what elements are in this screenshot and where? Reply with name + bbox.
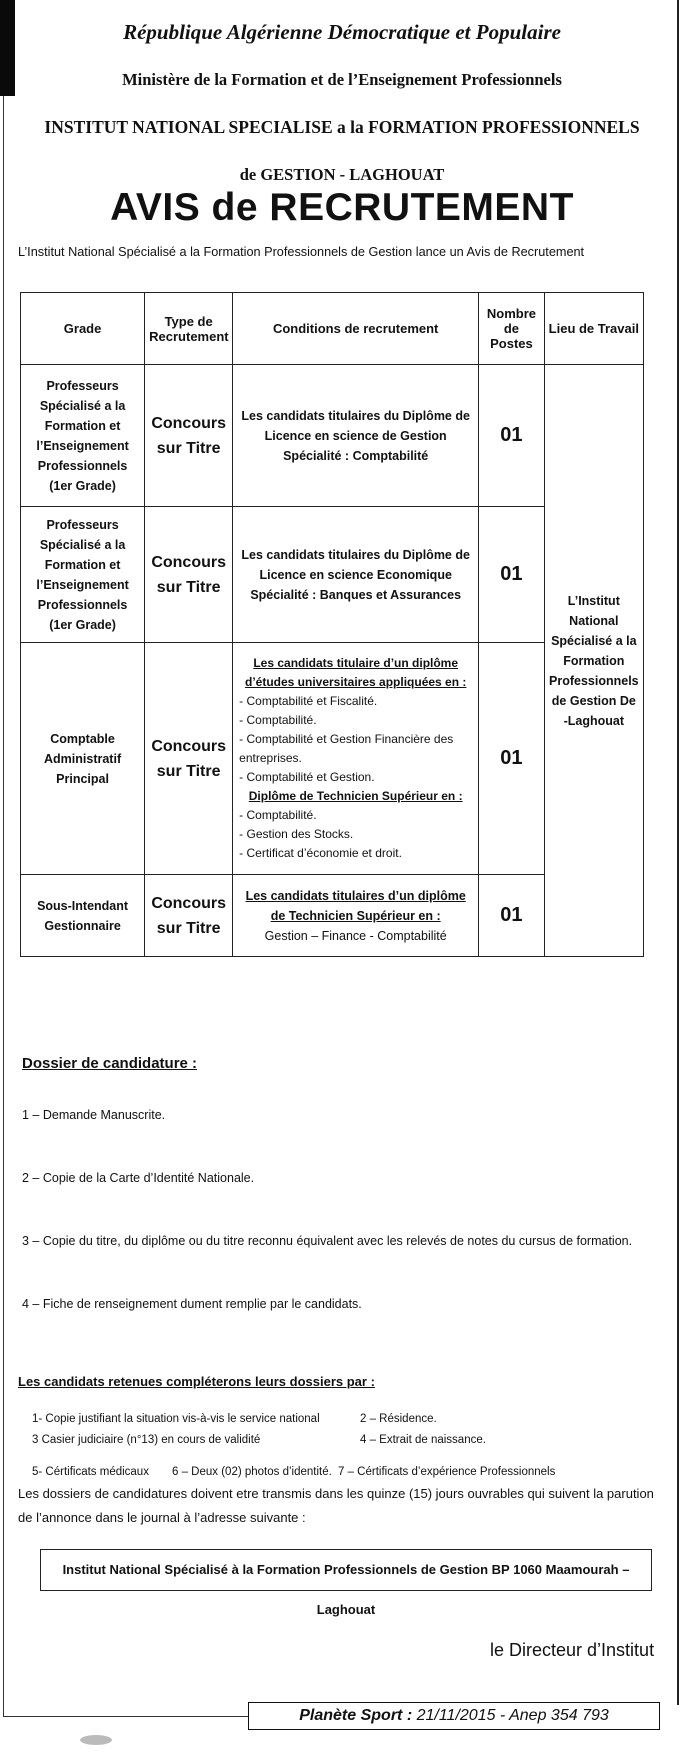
lieu-cell: L’Institut National Spécialisé a la Formation Professionnels de Gestion De -Laghouat — [544, 365, 643, 957]
list-item: 7 – Cértificats d’expérience Professionnels — [338, 1466, 556, 1478]
grade-cell: Professeurs Spécialisé a la Formation et l’Enseignement Professionnels (1er Grade) — [21, 365, 145, 507]
page-title: AVIS de RECRUTEMENT — [110, 186, 574, 229]
intro-text: L’Institut National Spécialisé a la Formation Professionnels de Gestion lance un Avis de Recrutement — [18, 245, 585, 259]
header-nombre: Nombre de Postes — [479, 293, 544, 365]
type-cell: Concours sur Titre — [145, 875, 233, 957]
nombre-cell: 01 — [479, 365, 544, 507]
conditions-title: Les candidats titulaires d’un diplôme de Technicien Supérieur en : — [245, 888, 466, 923]
print-smudge — [80, 1735, 112, 1745]
footer-date: 21/11/2015 - Anep 354 793 — [416, 1707, 609, 1724]
header-grade: Grade — [21, 293, 145, 365]
address-box: Institut National Spécialisé à la Formation Professionnels de Gestion BP 1060 Maamourah – Laghouat — [40, 1549, 652, 1591]
conditions-title: Les candidats titulaire d’un diplôme d’études universitaires appliquées en : — [244, 656, 467, 689]
list-item: - Gestion des Stocks. — [239, 827, 354, 841]
list-item: 2 – Résidence. — [360, 1413, 437, 1425]
list-item: - Comptabilité et Gestion Financière des entreprises. — [239, 732, 454, 765]
ministry-heading: Ministère de la Formation et de l’Enseignement Professionnels — [122, 70, 562, 89]
list-item: 6 – Deux (02) photos d’identité. — [172, 1466, 332, 1478]
nombre-cell: 01 — [479, 643, 544, 875]
type-cell: Concours sur Titre — [145, 507, 233, 643]
footer-brand: Planète Sport : — [299, 1707, 413, 1724]
conditions-cell — [233, 875, 479, 957]
conditions-cell: Les candidats titulaires du Diplôme de Licence en science Economique Spécialité : Banques et Assurances — [233, 507, 479, 643]
conditions-cell: Les candidats titulaires du Diplôme de Licence en science de Gestion Spécialité : Comptabilité — [233, 365, 479, 507]
list-item: 3 – Copie du titre, du diplôme ou du titre reconnu équivalent avec les relevés de notes du cursus de formation. — [22, 1234, 633, 1248]
footer-credit — [248, 1702, 660, 1730]
header-lieu: Lieu de Travail — [544, 293, 643, 365]
list-item: - Certificat d’économie et droit. — [239, 846, 402, 860]
transmit-text: Les dossiers de candidatures doivent etre transmis dans les quinze (15) jours ouvrables qui suivent la parution de l’annonce dans le journal à l’adresse suivante : — [18, 1486, 654, 1525]
list-item: - Comptabilité. — [239, 808, 317, 822]
list-item: 4 – Fiche de renseignement dument remplie par le candidats. — [22, 1297, 362, 1311]
signature: le Directeur d’Institut — [490, 1640, 655, 1660]
header-type: Type de Recrutement — [145, 293, 233, 365]
conditions-text: Gestion – Finance - Comptabilité — [264, 928, 447, 943]
table-row — [21, 365, 644, 507]
conditions-cell — [233, 643, 479, 875]
list-item: 5- Cértificats médicaux — [32, 1466, 149, 1478]
grade-cell: Comptable Administratif Principal — [21, 643, 145, 875]
list-item: - Comptabilité et Gestion. — [239, 770, 375, 784]
list-item: 1- Copie justifiant la situation vis-à-vis le service national — [32, 1413, 320, 1425]
recruitment-table — [20, 292, 644, 957]
nombre-cell: 01 — [479, 507, 544, 643]
institut-heading: INSTITUT NATIONAL SPECIALISE a la FORMATION PROFESSIONNELS — [44, 117, 640, 137]
type-cell: Concours sur Titre — [145, 365, 233, 507]
grade-cell: Sous-Intendant Gestionnaire — [21, 875, 145, 957]
list-item: 4 – Extrait de naissance. — [360, 1434, 486, 1446]
list-item: - Comptabilité. — [239, 713, 317, 727]
gestion-heading: de GESTION - LAGHOUAT — [239, 165, 445, 184]
dossier-title: Dossier de candidature : — [22, 1055, 198, 1072]
list-item: 1 – Demande Manuscrite. — [22, 1108, 166, 1122]
list-item: - Comptabilité et Fiscalité. — [239, 694, 378, 708]
conditions-title: Diplôme de Technicien Supérieur en : — [248, 789, 463, 803]
list-item: 3 Casier judiciaire (n°13) en cours de validité — [32, 1434, 261, 1446]
list-item: 2 – Copie de la Carte d’Identité Nationale. — [22, 1171, 255, 1185]
frame-line-bottom — [3, 1716, 248, 1717]
grade-cell: Professeurs Spécialisé a la Formation et l’Enseignement Professionnels (1er Grade) — [21, 507, 145, 643]
complete-title: Les candidats retenues compléterons leurs dossiers par : — [18, 1374, 375, 1389]
nombre-cell: 01 — [479, 875, 544, 957]
type-cell: Concours sur Titre — [145, 643, 233, 875]
republic-heading: République Algérienne Démocratique et Populaire — [123, 20, 561, 44]
frame-line-left — [3, 96, 4, 1716]
table-header-row — [21, 293, 644, 365]
header-conditions: Conditions de recrutement — [233, 293, 479, 365]
